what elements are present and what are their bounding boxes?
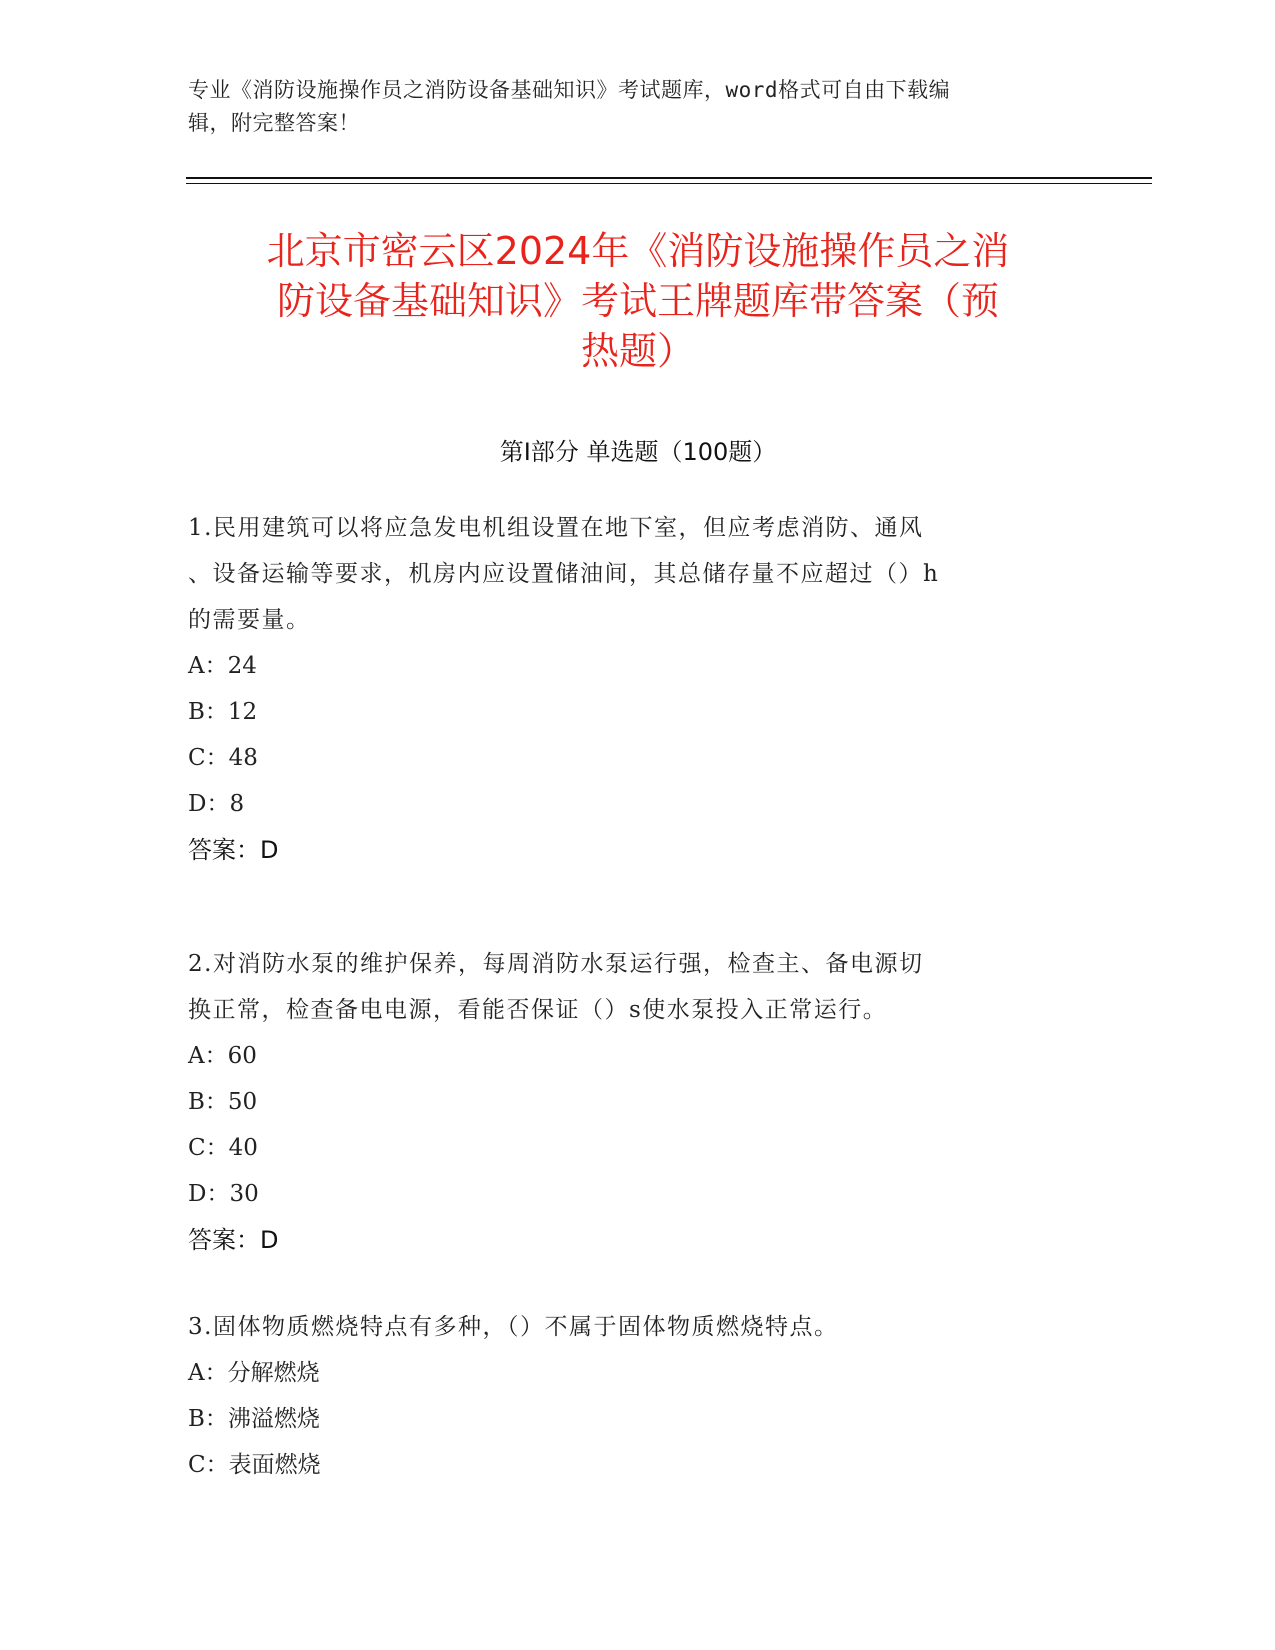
question-stem [188, 1304, 1088, 1350]
option-b: B：50 [188, 1089, 258, 1115]
option-c: C：表面燃烧 [188, 1452, 321, 1478]
question-stem [188, 505, 1088, 643]
question-3 [188, 1304, 1088, 1488]
question-stem-line: 换正常，检查备电电源，看能否保证（）s使水泵投入正常运行。 [188, 997, 888, 1023]
option-b: B：沸溢燃烧 [188, 1406, 320, 1432]
question-stem-line: 的需要量。 [188, 607, 311, 633]
question-stem-line: 1.民用建筑可以将应急发电机组设置在地下室，但应考虑消防、通风 [188, 515, 924, 541]
header-note-line: 辑，附完整答案！ [188, 111, 360, 135]
question-1 [188, 505, 1088, 873]
question-stem [188, 941, 1088, 1033]
document-title-line: 热题） [580, 329, 695, 373]
section-title: 第Ⅰ部分 单选题（100题） [499, 438, 777, 466]
header-divider-thin [186, 183, 1152, 184]
answer: 答案：D [188, 836, 279, 864]
header-note [188, 74, 1088, 140]
header-divider-thick [186, 177, 1152, 179]
question-2 [188, 941, 1088, 1263]
header-note-line: 专业《消防设施操作员之消防设备基础知识》考试题库，word格式可自由下载编 [188, 78, 951, 102]
option-c: C：48 [188, 745, 258, 771]
document-title [188, 226, 1088, 376]
option-a: A：24 [188, 653, 257, 679]
answer: 答案：D [188, 1226, 279, 1254]
option-d: D：8 [188, 791, 245, 817]
option-c: C：40 [188, 1135, 258, 1161]
option-a: A：60 [188, 1043, 257, 1069]
document-title-line: 北京市密云区2024年《消防设施操作员之消 [266, 229, 1010, 273]
option-a: A：分解燃烧 [188, 1360, 320, 1386]
question-stem-line: 3.固体物质燃烧特点有多种，（）不属于固体物质燃烧特点。 [188, 1314, 839, 1340]
option-b: B：12 [188, 699, 258, 725]
option-d: D：30 [188, 1181, 259, 1207]
question-stem-line: 、设备运输等要求，机房内应设置储油间，其总储存量不应超过（）h [188, 561, 940, 587]
question-stem-line: 2.对消防水泵的维护保养，每周消防水泵运行强，检查主、备电源切 [188, 951, 924, 977]
document-title-line: 防设备基础知识》考试王牌题库带答案（预 [276, 279, 999, 323]
